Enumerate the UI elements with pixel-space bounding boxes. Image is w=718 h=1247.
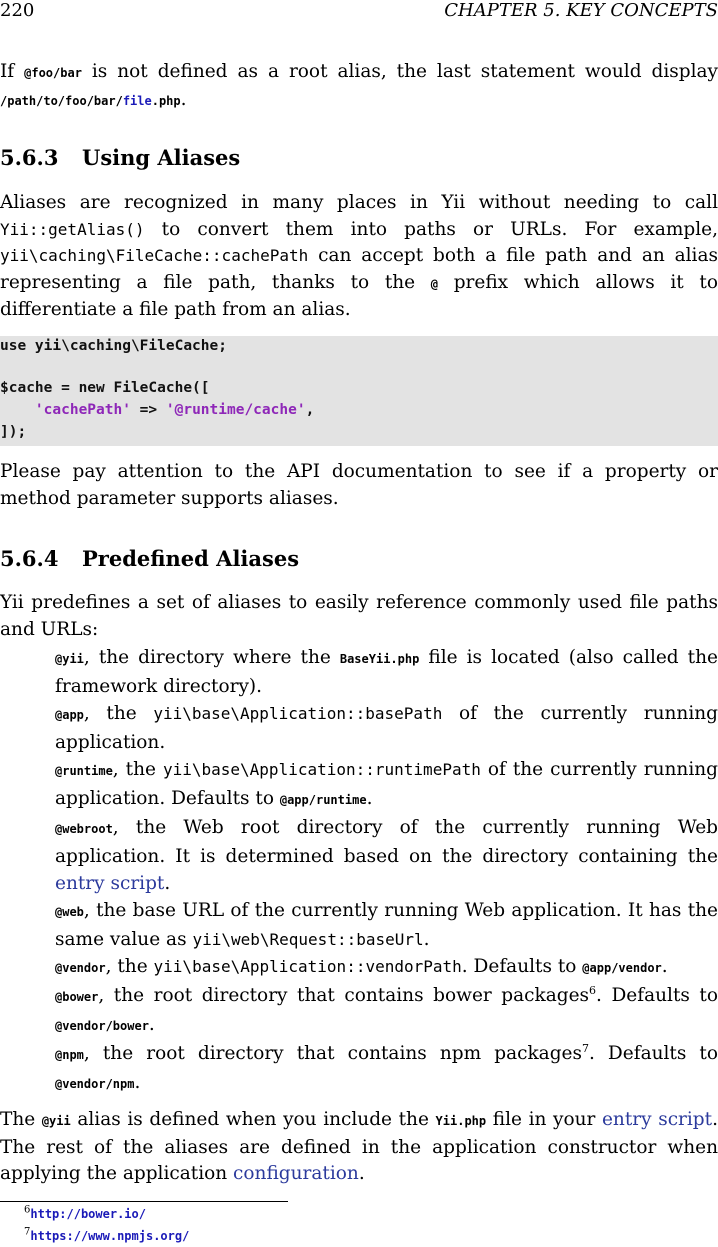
footnote-marker[interactable]: 6 (589, 983, 597, 997)
running-header (0, 0, 718, 22)
list-item: @web, the base URL of the currently running Web application. It has the same value as yii\web\Request::baseUrl. (55, 900, 718, 950)
configuration-link[interactable]: configuration (233, 1163, 359, 1184)
entry-script-link[interactable]: entry script (55, 873, 165, 894)
footnote-marker[interactable]: 7 (581, 1041, 589, 1055)
code-line: ]); (0, 424, 27, 440)
list-item: @runtime, the yii\base\Application::runtimePath of the currently running application. Defaults to @app/runtime. (55, 759, 718, 809)
section-heading-using-aliases: 5.6.3 Using Aliases (0, 145, 241, 170)
footnote: $^6$http://bower.io/ (24, 1204, 146, 1221)
footnote: $^7$https://www.npmjs.org/ (24, 1226, 190, 1243)
predefined-intro: Yii predefines a set of aliases to easily reference commonly used file paths and URLs: (0, 592, 718, 640)
footnote-link[interactable]: http://bower.io/ (30, 1207, 146, 1221)
list-item: @npm, the root directory that contains npm packages$^7$. Defaults to @vendor/npm. (55, 1041, 718, 1093)
code-line: 'cachePath' => '@runtime/cache', (34, 402, 315, 418)
list-item: @yii, the directory where the BaseYii.php file is located (also called the framework directory). (55, 647, 718, 697)
using-aliases-paragraph: Aliases are recognized in many places in Yii without needing to call Yii::getAlias() to convert them into paths or URLs. For example, yii\caching\FileCache::cachePath can accept both a file path and an alias representing a file path, thanks to the @ prefix which allows it to differentiate a file path from an alias. (0, 192, 718, 320)
page-number: 220 (0, 0, 35, 21)
chapter-title: CHAPTER 5. KEY CONCEPTS (444, 0, 718, 21)
list-item: @vendor, the yii\base\Application::vendorPath. Defaults to @app/vendor. (55, 956, 668, 977)
footnote-rule (0, 1201, 288, 1202)
inline-code: @foo/bar (24, 66, 82, 80)
entry-script-link[interactable]: entry script (601, 1109, 713, 1130)
list-item: @bower, the root directory that contains bower packages$^6$. Defaults to @vendor/bower. (55, 983, 718, 1035)
alias-list (55, 644, 718, 1098)
intro-paragraph: If @foo/bar is not defined as a root alias, the last statement would display /path/to/foo/bar/file.php. (0, 61, 718, 110)
code-line: $cache = new FileCache([ (0, 380, 210, 396)
section-heading-predefined-aliases: 5.6.4 Predefined Aliases (0, 546, 300, 571)
code-block (0, 336, 718, 446)
list-item: @webroot, the Web root directory of the currently running Web application. It is determined based on the directory containing the entry script. (55, 817, 718, 894)
footnote-link[interactable]: https://www.npmjs.org/ (30, 1229, 190, 1243)
closing-paragraph: The @yii alias is defined when you include the Yii.php file in your entry script. The rest of the aliases are defined in the application constructor when applying the application configuration. (0, 1109, 718, 1184)
list-item: @app, the yii\base\Application::basePath of the currently running application. (55, 703, 718, 753)
api-note-paragraph: Please pay attention to the API documentation to see if a property or method parameter supports aliases. (0, 461, 718, 509)
code-line: use yii\caching\FileCache; (0, 338, 227, 354)
